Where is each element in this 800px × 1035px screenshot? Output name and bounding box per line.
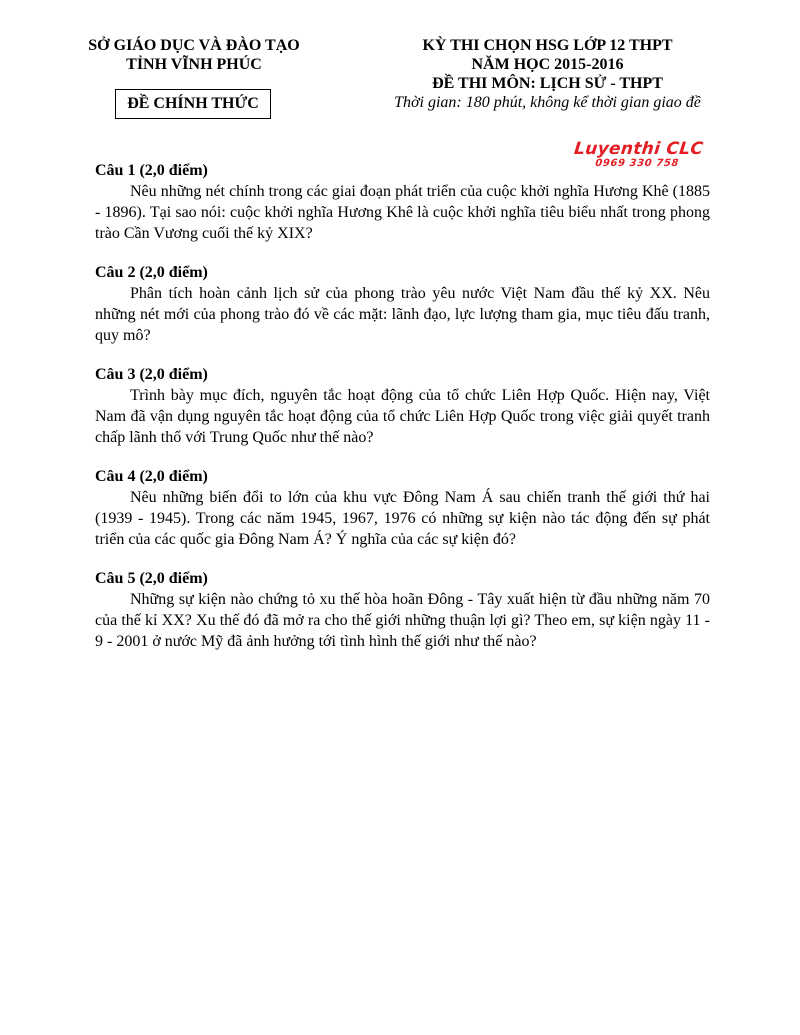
question-title: Câu 5 (2,0 điểm) bbox=[95, 570, 208, 587]
department-name: SỞ GIÁO DỤC VÀ ĐÀO TẠO bbox=[88, 37, 300, 54]
official-exam-stamp: ĐỀ CHÍNH THỨC bbox=[115, 89, 271, 119]
question-5 bbox=[95, 568, 710, 652]
question-list bbox=[95, 160, 710, 670]
question-title: Câu 2 (2,0 điểm) bbox=[95, 264, 208, 281]
question-3 bbox=[95, 364, 710, 448]
question-text: Nêu những biến đổi to lớn của khu vực Đông Nam Á sau chiến tranh thế giới thứ hai (1939 - 1945). Trong các năm 1945, 1967, 1976 có những sự kiện nào tác động đến sự phát triển của các quốc gia Đông Nam Á? Ý nghĩa của các sự kiện đó? bbox=[95, 489, 710, 548]
exam-subject: ĐỀ THI MÔN: LỊCH SỬ - THPT bbox=[432, 75, 663, 92]
question-text: Nêu những nét chính trong các giai đoạn phát triển của cuộc khởi nghĩa Hương Khê (1885 - 1896). Tại sao nói: cuộc khởi nghĩa Hương Khê là cuộc khởi nghĩa tiêu biểu nhất trong phong trào Cần Vương cuối thế kỷ XIX? bbox=[95, 183, 710, 242]
question-1 bbox=[95, 160, 710, 244]
exam-header bbox=[375, 36, 720, 112]
question-title: Câu 4 (2,0 điểm) bbox=[95, 468, 208, 485]
question-2 bbox=[95, 262, 710, 346]
question-title: Câu 1 (2,0 điểm) bbox=[95, 162, 208, 179]
question-text: Phân tích hoàn cảnh lịch sử của phong trào yêu nước Việt Nam đầu thế kỷ XX. Nêu những nét mới của phong trào đó về các mặt: lãnh đạo, lực lượng tham gia, mục tiêu đấu tranh, quy mô? bbox=[95, 285, 710, 344]
question-title: Câu 3 (2,0 điểm) bbox=[95, 366, 208, 383]
watermark-brand: Luyenthi CLC bbox=[573, 139, 705, 159]
exam-name: KỲ THI CHỌN HSG LỚP 12 THPT bbox=[422, 37, 673, 54]
watermark-phone: 0969 330 758 bbox=[594, 158, 680, 169]
question-text: Những sự kiện nào chứng tỏ xu thế hòa hoãn Đông - Tây xuất hiện từ đầu những năm 70 của thế kỉ XX? Xu thế đó đã mở ra cho thế giới những thuận lợi gì? Theo em, sự kiện ngày 11 - 9 - 2001 ở nước Mỹ đã ảnh hưởng tới tình hình thế giới như thế nào? bbox=[95, 591, 710, 650]
question-text: Trình bày mục đích, nguyên tắc hoạt động của tổ chức Liên Hợp Quốc. Hiện nay, Việt Nam đã vận dụng nguyên tắc hoạt động của tổ chức Liên Hợp Quốc trong việc giải quyết tranh chấp lãnh thổ với Trung Quốc như thế nào? bbox=[95, 387, 710, 446]
province-name: TỈNH VĨNH PHÚC bbox=[126, 56, 262, 73]
question-4 bbox=[95, 466, 710, 550]
exam-duration: Thời gian: 180 phút, không kể thời gian giao đề bbox=[394, 94, 701, 111]
school-year: NĂM HỌC 2015-2016 bbox=[471, 56, 624, 73]
issuer-header bbox=[60, 36, 328, 74]
